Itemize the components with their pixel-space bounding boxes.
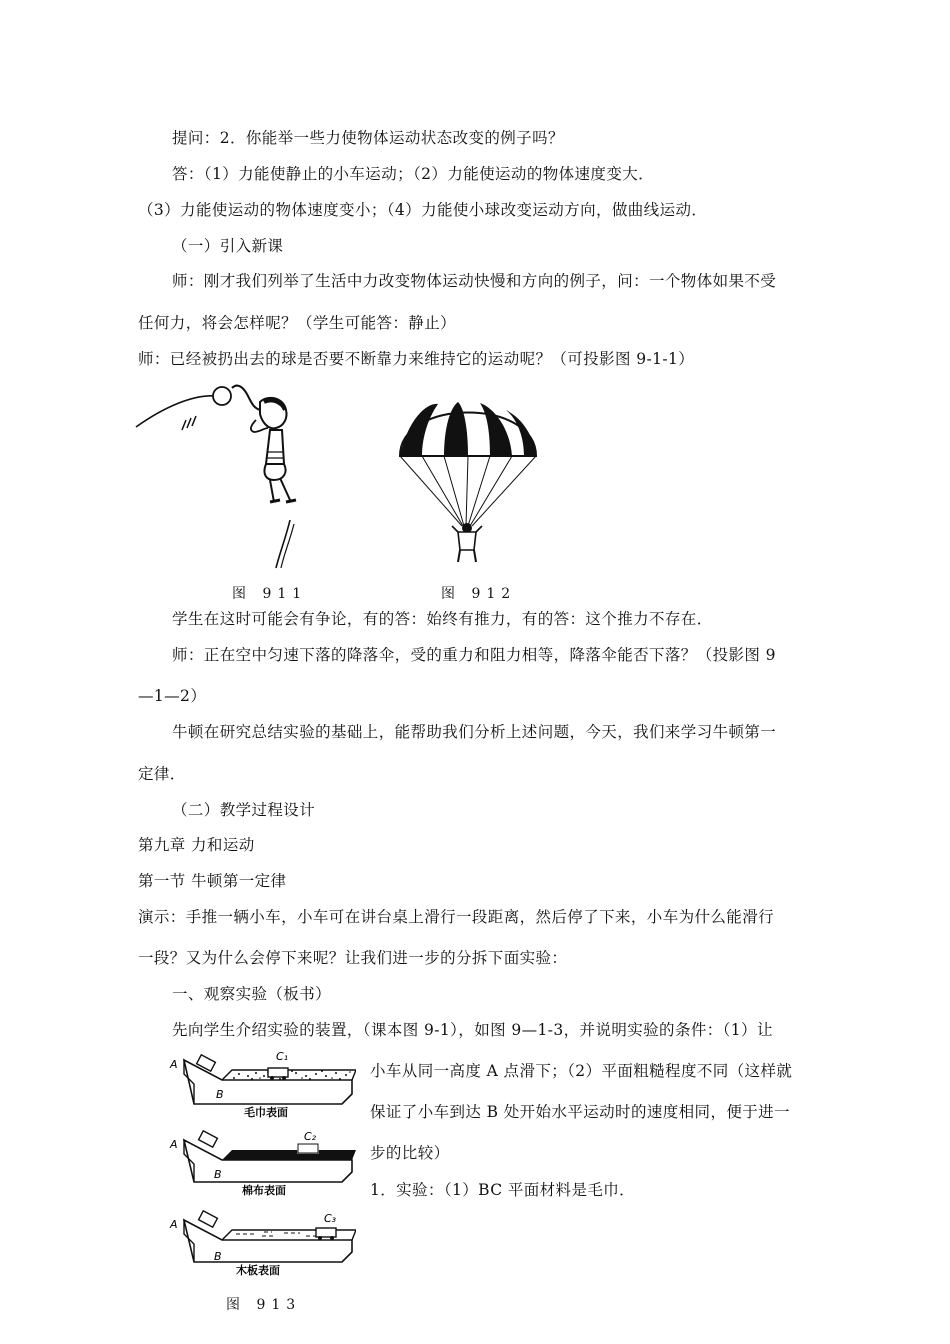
teacher-line-3a: 师：正在空中匀速下落的降落伞，受的重力和阻力相等，降落伞能否下落？（投影图 9 — [172, 646, 776, 664]
figure-ramp-towel — [164, 1046, 356, 1118]
demo-line-a: 演示：手推一辆小车，小车可在讲台桌上滑行一段距离，然后停了下来，小车为什么能滑行 — [138, 908, 775, 926]
answer-line-1: 答：（1）力能使静止的小车运动；（2）力能使运动的物体速度变大． — [172, 165, 655, 183]
setup-line-c: 保证了小车到达 B 处开始水平运动时的速度相同，便于进一 — [370, 1103, 790, 1121]
teacher-line-2: 师：已经被扔出去的球是否要不断靠力来维持它的运动呢？（可投影图 9-1-1） — [138, 350, 695, 368]
figure-caption-913: 图 913 — [226, 1297, 302, 1313]
figure-caption-911: 图 911 — [232, 586, 308, 602]
section-heading-process: （二）教学过程设计 — [172, 801, 316, 819]
ramp2-label-b: B — [214, 1168, 222, 1181]
demo-line-b: 一段？又为什么会停下来呢？让我们进一步的分拆下面实验： — [138, 949, 568, 967]
teacher-line-3b: —1—2） — [138, 687, 207, 705]
student-line: 学生在这时可能会有争论，有的答：始终有推力，有的答：这个推力不存在． — [172, 610, 713, 628]
newton-line-a: 牛顿在研究总结实验的基础上，能帮助我们分析上述问题，今天，我们来学习牛顿第一 — [172, 723, 777, 741]
ramp1-label-a: A — [170, 1058, 178, 1071]
teacher-line-1a: 师：刚才我们列举了生活中力改变物体运动快慢和方向的例子，问：一个物体如果不受 — [172, 272, 777, 290]
observe-heading: 一、观察实验（板书） — [172, 985, 332, 1003]
ramp2-label-a: A — [170, 1138, 178, 1151]
ramp1-surface-label: 毛巾表面 — [244, 1106, 288, 1118]
experiment-line: 1．实验：（1）BC 平面材料是毛巾． — [370, 1181, 636, 1199]
figure-ramp-board — [164, 1206, 356, 1278]
section-title: 第一节 牛顿第一定律 — [138, 872, 287, 890]
chapter-title: 第九章 力和运动 — [138, 836, 255, 854]
setup-line-a: 先向学生介绍实验的装置，（课本图 9-1），如图 9—1-3，并说明实验的条件：（1）让 — [172, 1021, 773, 1039]
ramp2-label-c: C₂ — [304, 1130, 317, 1143]
ramp1-label-c: C₁ — [276, 1050, 289, 1063]
figure-parachute — [388, 378, 548, 578]
answer-line-2: （3）力能使运动的物体速度变小；（4）力能使小球改变运动方向，做曲线运动． — [138, 201, 708, 219]
setup-line-b: 小车从同一高度 A 点滑下；（2）平面粗糙程度不同（这样就 — [370, 1062, 793, 1080]
ramp1-label-b: B — [216, 1088, 224, 1101]
ramp2-surface-label: 棉布表面 — [242, 1184, 286, 1197]
figure-ball-thrower — [134, 372, 324, 572]
setup-line-d: 步的比较） — [370, 1144, 450, 1162]
ramp3-label-c: C₃ — [324, 1212, 337, 1225]
ramp3-label-a: A — [170, 1218, 178, 1231]
newton-line-b: 定律． — [138, 765, 186, 783]
figure-caption-912: 图 912 — [441, 586, 517, 602]
figure-ramp-cloth — [164, 1126, 356, 1198]
section-heading-intro: （一）引入新课 — [172, 237, 284, 255]
question-line: 提问：2．你能举一些力使物体运动状态改变的例子吗？ — [172, 129, 564, 147]
ramp3-surface-label: 木板表面 — [236, 1264, 280, 1277]
teacher-line-1b: 任何力，将会怎样呢？（学生可能答：静止） — [138, 314, 457, 332]
ramp3-label-b: B — [214, 1250, 222, 1263]
